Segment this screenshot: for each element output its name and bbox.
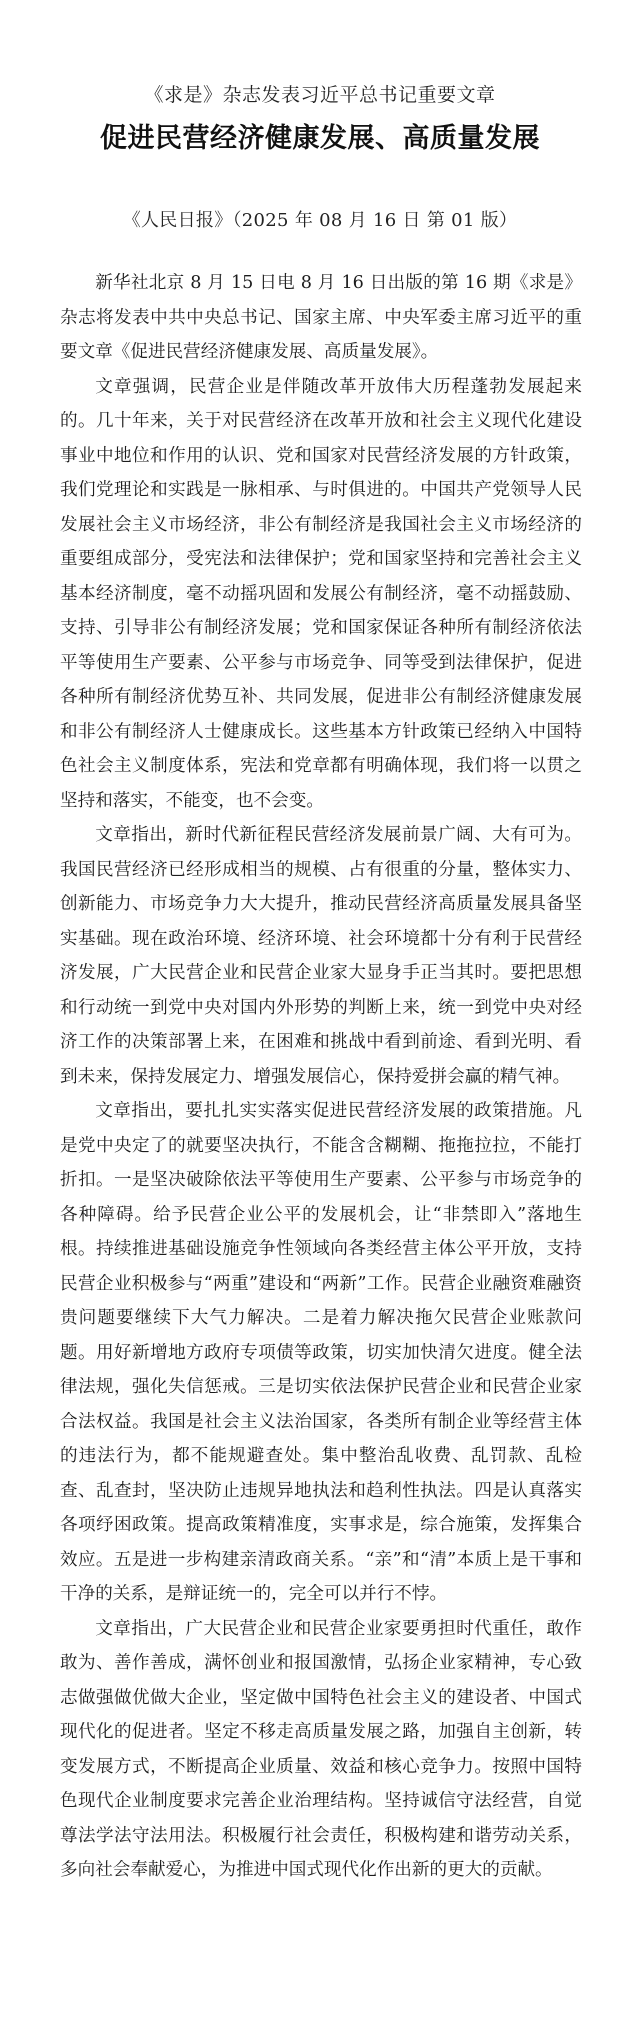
- paragraph-policy-history: 文章强调，民营企业是伴随改革开放伟大历程蓬勃发展起来的。几十年来，关于对民营经济在改革开放和社会主义现代化建设事业中地位和作用的认识、党和国家对民营经济发展的方针政策，我们党理论和实践是一脉相承、与时俱进的。中国共产党领导人民发展社会主义市场经济，非公有制经济是我国社会主义市场经济的重要组成部分，受宪法和法律保护；党和国家坚持和完善社会主义基本经济制度，毫不动摇巩固和发展公有制经济，毫不动摇鼓励、支持、引导非公有制经济发展；党和国家保证各种所有制经济依法平等使用生产要素、公平参与市场竞争、同等受到法律保护，促进各种所有制经济优势互补、共同发展，促进非公有制经济健康发展和非公有制经济人士健康成长。这些基本方针政策已经纳入中国特色社会主义制度体系，宪法和党章都有明确体现，我们将一以贯之坚持和落实，不能变，也不会变。: [60, 376, 582, 811]
- article-title: 促进民营经济健康发展、高质量发展: [100, 123, 540, 154]
- paragraph-policy-measures: 文章指出，要扎扎实实落实促进民营经济发展的政策措施。凡是党中央定了的就要坚决执行，不能含含糊糊、拖拖拉拉，不能打折扣。一是坚决破除依法平等使用生产要素、公平参与市场竞争的各种障碍。给予民营企业公平的发展机会，让“非禁即入”落地生根。持续推进基础设施竞争性领域向各类经营主体公平开放，支持民营企业积极参与“两重”建设和“两新”工作。民营企业融资难融资贵问题要继续下大气力解决。二是着力解决拖欠民营企业账款问题。用好新增地方政府专项债等政策，切实加快清欠进度。健全法律法规，强化失信惩戒。三是切实依法保护民营企业和民营企业家合法权益。我国是社会主义法治国家，各类所有制企业等经营主体的违法行为，都不能规避查处。集中整治乱收费、乱罚款、乱检查、乱查封，坚决防止违规异地执法和趋利性执法。四是认真落实各项纾困政策。提高政策精准度，实事求是，综合施策，发挥集合效应。五是进一步构建亲清政商关系。“亲”和“清”本质上是干事和干净的关系，是辩证统一的，完全可以并行不悖。: [60, 1101, 582, 1604]
- article-source: 《人民日报》（2025 年 08 月 16 日 第 01 版）: [122, 210, 518, 231]
- paragraph-entrepreneurs: 文章指出，广大民营企业和民营企业家要勇担时代重任，敢作敢为、善作善成，满怀创业和报国激情，弘扬企业家精神，专心致志做强做优做大企业，坚定做中国特色社会主义的建设者、中国式现代化的促进者。坚定不移走高质量发展之路，加强自主创新，转变发展方式，不断提高企业质量、效益和核心竞争力。按照中国特色现代企业制度要求完善企业治理结构。坚持诚信守法经营，自觉尊法学法守法用法。积极履行社会责任，积极构建和谐劳动关系，多向社会奉献爱心，为推进中国式现代化作出新的更大的贡献。: [60, 1618, 582, 1880]
- article-subtitle: 《求是》杂志发表习近平总书记重要文章: [144, 84, 496, 106]
- paragraph-prospects: 文章指出，新时代新征程民营经济发展前景广阔、大有可为。我国民营经济已经形成相当的规模、占有很重的分量，整体实力、创新能力、市场竞争力大大提升，推动民营经济高质量发展具备坚实基础。现在政治环境、经济环境、社会环境都十分有利于民营经济发展，广大民营企业和民营企业家大显身手正当其时。要把思想和行动统一到党中央对国内外形势的判断上来，统一到党中央对经济工作的决策部署上来，在困难和挑战中看到前途、看到光明、看到未来，保持发展定力、增强发展信心，保持爱拼会赢的精气神。: [60, 825, 582, 1087]
- article-body: [60, 266, 582, 1888]
- paragraph-lead: 新华社北京 8 月 15 日电 8 月 16 日出版的第 16 期《求是》杂志将发表中共中央总书记、国家主席、中央军委主席习近平的重要文章《促进民营经济健康发展、高质量发展》。: [60, 273, 582, 362]
